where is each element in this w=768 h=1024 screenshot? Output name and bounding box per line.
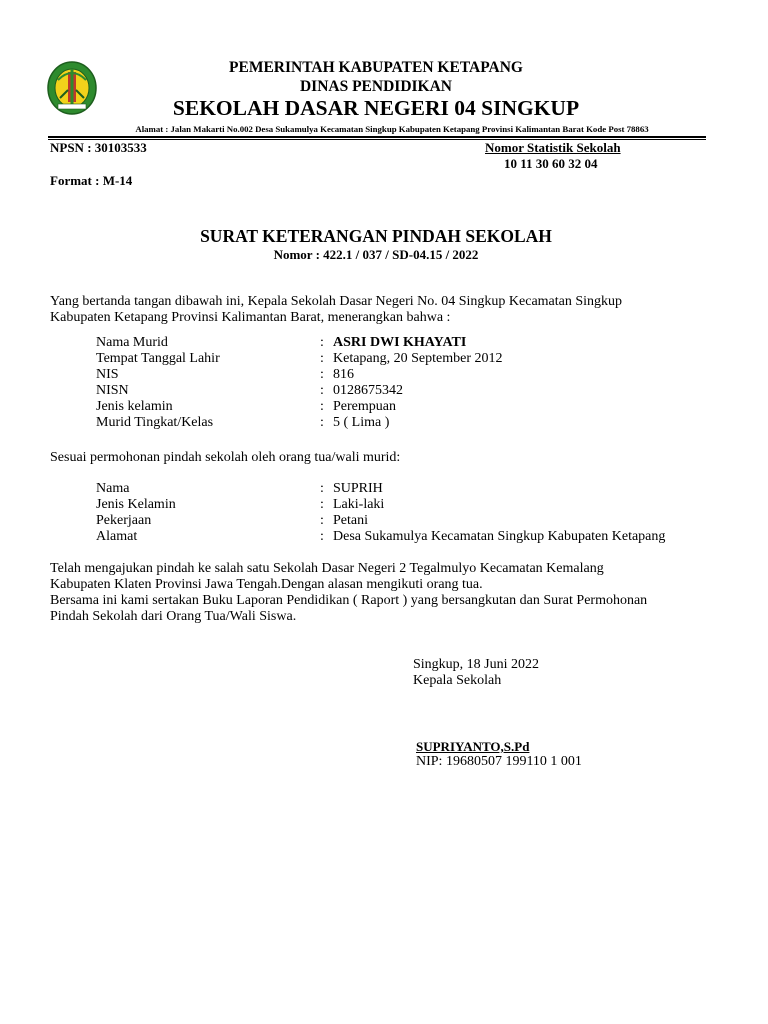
student-birth-colon: : [320, 351, 324, 366]
nss-value: 10 11 30 60 32 04 [504, 156, 598, 171]
letter-number: Nomor : 422.1 / 037 / SD-04.15 / 2022 [273, 247, 479, 262]
student-class-colon: : [320, 415, 324, 430]
parent-name-value: SUPRIH [333, 481, 383, 496]
student-name-label: Nama Murid [96, 335, 168, 350]
letter-title: SURAT KETERANGAN PINDAH SEKOLAH [200, 226, 552, 246]
parent-name-colon: : [320, 481, 324, 496]
parent-gender-label: Jenis Kelamin [96, 497, 176, 512]
student-name-value: ASRI DWI KHAYATI [333, 335, 467, 350]
student-nis-value: 816 [333, 367, 354, 382]
parent-address-label: Alamat [96, 529, 138, 544]
header-government: PEMERINTAH KABUPATEN KETAPANG [229, 59, 523, 76]
signature-position: Kepala Sekolah [413, 673, 502, 688]
parent-address-colon: : [320, 529, 324, 544]
student-gender-label: Jenis kelamin [96, 399, 173, 414]
body-line-1: Telah mengajukan pindah ke salah satu Sekolah Dasar Negeri 2 Tegalmulyo Kecamatan Kemalang [50, 561, 604, 576]
signature-place-date: Singkup, 18 Juni 2022 [413, 657, 540, 672]
header-school-name: SEKOLAH DASAR NEGERI 04 SINGKUP [172, 96, 580, 120]
body-line-4: Pindah Sekolah dari Orang Tua/Wali Siswa. [50, 609, 297, 624]
parent-address-value: Desa Sukamulya Kecamatan Singkup Kabupaten Ketapang [333, 529, 666, 544]
parent-gender-value: Laki-laki [333, 497, 385, 512]
parent-job-label: Pekerjaan [96, 513, 152, 528]
intro-line-2: Kabupaten Ketapang Provinsi Kalimantan Barat, menerangkan bahwa : [50, 310, 451, 325]
format-code: Format : M-14 [50, 173, 133, 188]
body-line-3: Bersama ini kami sertakan Buku Laporan Pendidikan ( Raport ) yang bersangkutan dan Surat Permohonan [50, 593, 648, 608]
header-department: DINAS PENDIDIKAN [299, 78, 452, 95]
student-nisn-value: 0128675342 [333, 383, 403, 398]
student-class-value: 5 ( Lima ) [333, 415, 390, 430]
student-nis-label: NIS [96, 367, 119, 382]
parent-job-colon: : [320, 513, 324, 528]
parent-job-value: Petani [333, 513, 368, 528]
student-class-label: Murid Tingkat/Kelas [96, 415, 214, 430]
signature-nip: NIP: 19680507 199110 1 001 [416, 754, 582, 769]
intro-line-1: Yang bertanda tangan dibawah ini, Kepala Sekolah Dasar Negeri No. 04 Singkup Kecamatan Singkup [50, 294, 623, 309]
student-birth-label: Tempat Tanggal Lahir [96, 351, 220, 366]
body-line-2: Kabupaten Klaten Provinsi Jawa Tengah.Dengan alasan mengikuti orang tua. [50, 577, 483, 592]
npsn: NPSN : 30103533 [50, 140, 147, 155]
student-name-colon: : [320, 335, 324, 350]
signature-name: SUPRIYANTO,S.Pd [416, 739, 530, 754]
nss-label: Nomor Statistik Sekolah [485, 140, 621, 155]
parent-intro: Sesuai permohonan pindah sekolah oleh orang tua/wali murid: [50, 450, 401, 465]
header-address: Alamat : Jalan Makarti No.002 Desa Sukamulya Kecamatan Singkup Kabupaten Ketapang Provinsi Kalimantan Barat Kode Post 78863 [135, 124, 649, 134]
student-nis-colon: : [320, 367, 324, 382]
student-birth-value: Ketapang, 20 September 2012 [333, 351, 503, 366]
student-nisn-colon: : [320, 383, 324, 398]
student-gender-value: Perempuan [333, 399, 396, 414]
student-nisn-label: NISN [96, 383, 129, 398]
header-divider-thick [48, 136, 706, 138]
student-gender-colon: : [320, 399, 324, 414]
parent-name-label: Nama [96, 481, 130, 496]
parent-gender-colon: : [320, 497, 324, 512]
